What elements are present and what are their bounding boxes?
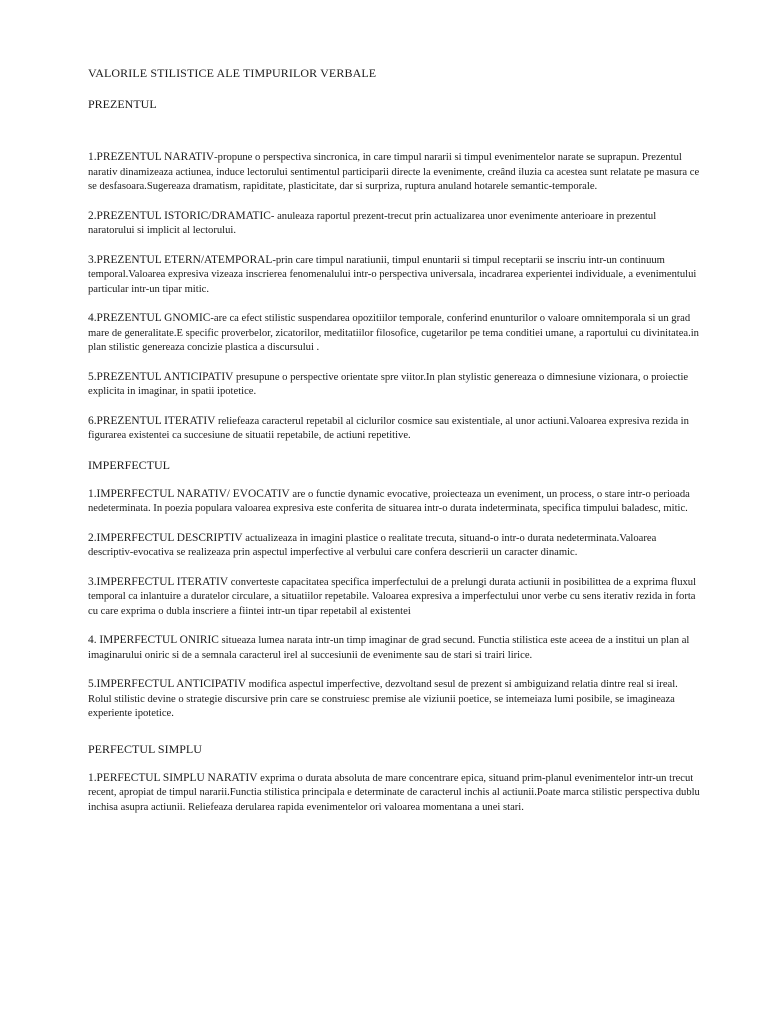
paragraph-text: -propune o perspectiva sincronica, in care timpul nararii si timpul evenimentelor narate se suprapun. Prezentul narativ dinamizeaza actiunea, induce lectorului sentimentul participarii directe la evenimente, creând iluzia ca acestea sunt relatate pe masura ce se desfasoara.Sugereaza dramatism, rapiditate, plasticitate, dar si surpriza, ruptura anuland hotarele semantic-temporale. [88,152,700,192]
section-heading-prezentul: PREZENTUL [88,97,157,111]
paragraph-text: modifica aspectul imperfective, dezvoltand sesul de prezent si ambiguizand relatia dintre real si ireal. Rolul stilistic devine o strategie discursive prin care se construiesc premise ale viziunii poetice, se intemeiaza lumi posibile, se imagineaza experiente ipotetice. [88,679,678,719]
paragraph-lead: 2.PREZENTUL ISTORIC/DRAMATIC [88,209,271,222]
paragraph-lead: 6.PREZENTUL ITERATIV [88,414,216,427]
paragraph-prezent-etern [88,253,700,298]
paragraph-prezent-narativ [88,150,700,195]
paragraph-text: - anuleaza raportul prezent-trecut prin actualizarea unor evenimente anterioare in prezentul naratorului si implicit al lectorului. [88,210,657,236]
paragraph-lead: 2.IMPERFECTUL DESCRIPTIV [88,531,243,544]
paragraph-text: -are ca efect stilistic suspendarea opozitiilor temporale, conferind enunturilor o valoare omnitemporala si un grad mare de generalitate.E specific proverbelor, zicatorilor, meditatiilor filosofice, cugetarilor pe tema conditiei umane, a raportului cu divinitatea.in plan stilistic genereaza concizie plastica a discursului . [88,313,699,353]
document-title: VALORILE STILISTICE ALE TIMPURILOR VERBALE [88,66,377,80]
paragraph-text: converteste capacitatea specifica imperfectului de a prelungi durata actiunii in posibilittea de a exprima fluxul temporal ca inlantuire a duratelor circulare, a situatiilor repetabile. Valoarea expresiva a imperfectului unor verbe cu sens iterativ rezida in forta cu care exprima o dubla inscriere a fiintei intr-un tipar repetabil al existentei [88,576,697,617]
paragraph-prezent-anticipativ [88,370,700,400]
paragraph-lead: 1.IMPERFECTUL NARATIV/ EVOCATIV [88,487,290,500]
paragraph-lead: 1.PREZENTUL NARATIV [88,151,215,163]
paragraph-text: presupune o perspective orientate spre viitor.In plan stylistic genereaza o dimnesiune vizionara, o proiectie explicita in imaginar, in spatii ipotetice. [88,371,689,397]
paragraph-lead: 3.PREZENTUL ETERN/ATEMPORAL [88,253,273,266]
paragraph-text: situeaza lumea narata intr-un timp imaginar de grad secund. Functia stilistica este aceea de a institui un plan al imaginarului oniric si de a semnala caracterul irel al succesiunii de evenimente sau de stari si trairi lirice. [88,635,690,661]
paragraph-text: actualizeaza in imagini plastice o realitate trecuta, situand-o intr-o durata nedeterminata.Valoarea descriptiv-evocativa se realizeaza prin aspectul imperfective al verbului care confera descrierii un caracter dinamic. [88,532,657,558]
paragraph-text: reliefeaza caracterul repetabil al ciclurilor cosmice sau existentiale, al unor actiuni.Valoarea expresiva rezida in figurarea existentei ca succesiune de situatii repetabile, de actiuni repetitive. [88,415,689,441]
paragraph-lead: 4.PREZENTUL GNOMIC [88,312,211,324]
section-heading-imperfectul: IMPERFECTUL [88,457,171,472]
section-heading-perfectul-simplu: PERFECTUL SIMPLU [88,741,202,756]
paragraph-lead: 5.IMPERFECTUL ANTICIPATIV [88,678,247,690]
paragraph-lead: 4. IMPERFECTUL ONIRIC [88,634,219,646]
paragraph-lead: 5.PREZENTUL ANTICIPATIV [88,370,234,383]
paragraph-text: exprima o durata absoluta de mare concentrare epica, situand prim-planul evenimentelor intr-un trecut recent, apropiat de timpul nararii.Functia stilistica principala e determinate de caracterul inchis al actiunii.Poate marca stilistic perspectiva dublu inchisa asupra actiunii. Reliefeaza derularea rapida evenimentelor ori valoarea momentana a unei stari. [88,772,700,813]
paragraph-imperfect-oniric [88,633,700,663]
paragraph-text: are o functie dynamic evocative, proiecteaza un eveniment, un process, o stare intr-o perioada nedeterminata. In poezia populara valoarea expresiva este conferita de situarea intr-o durata indeterminata, specifica timpului baladesc, mitic. [88,488,690,514]
paragraph-prezent-gnomic [88,311,700,356]
paragraph-perfect-simplu-narativ [88,771,700,816]
paragraph-prezent-iterativ [88,414,700,444]
document-page [88,66,700,829]
paragraph-prezent-istoric [88,209,700,239]
paragraph-imperfect-anticipativ [88,677,700,722]
paragraph-imperfect-iterativ [88,575,700,620]
paragraph-imperfect-narativ [88,487,700,517]
paragraph-text: -prin care timpul naratiunii, timpul enuntarii si timpul receptarii se inscriu intr-un continuum temporal.Valoarea expresiva vizeaza inscrierea fenomenalului intr-o perspectiva universala, incadrarea experientei individuale, a evenimentului particular intr-un tipar mitic. [88,254,697,295]
paragraph-lead: 1.PERFECTUL SIMPLU NARATIV [88,771,258,784]
paragraph-imperfect-descriptiv [88,531,700,561]
paragraph-lead: 3.IMPERFECTUL ITERATIV [88,575,229,588]
